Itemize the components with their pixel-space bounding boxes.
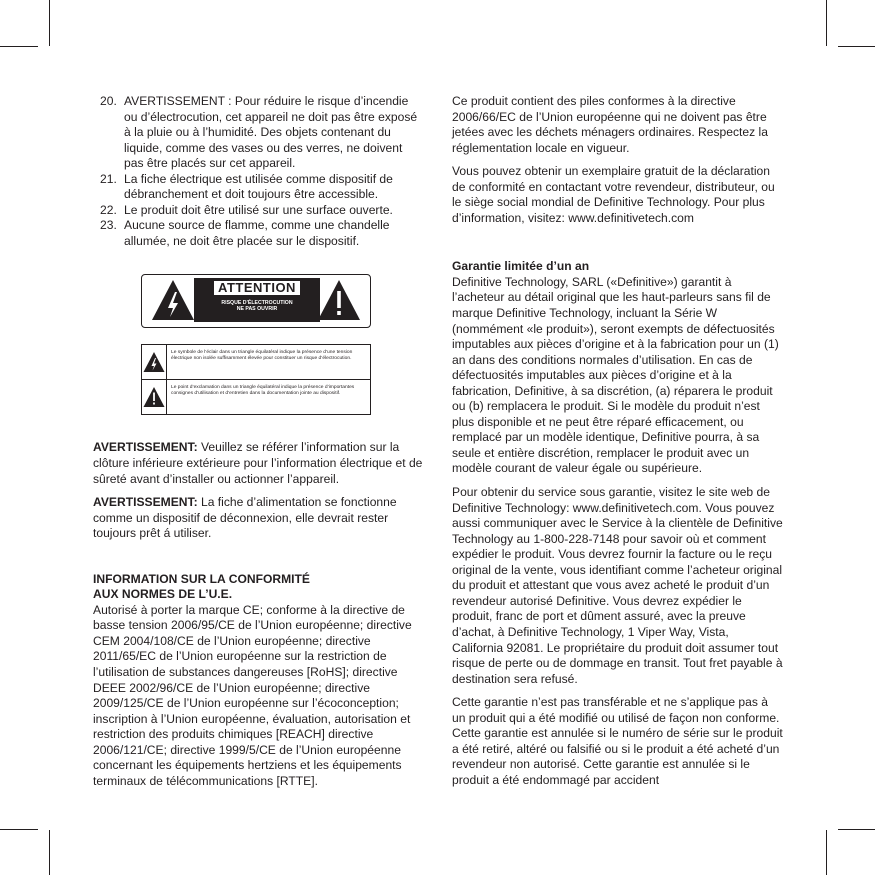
lightning-triangle-small-icon [142,351,166,373]
exclamation-description: Le point d’exclamation dans un triangle équilatéral indique la présence d’importantes consignes d’utilisation et d’entretien dans la documentation jointe au dispositif. [171,385,355,397]
battery-paragraph: Ce produit contient des piles conformes à la directive 2006/66/EC de l’Union européenne qui ne doivent pas être jetées avec les déchets ménagers ordinaires. Respectez la réglementation locale en vigueur. [452,94,768,155]
attention-sub-line2: NE PAS OUVRIR [236,306,278,313]
notice-paragraph-1: AVERTISSEMENT: Veuillez se référer l’information sur la clôture inférieure extérieure pour l’information électrique et de sûreté avant d’installer ou actionner l’appareil. [93,440,423,486]
service-paragraph: Pour obtenir du service sous garantie, visitez le site web de Definitive Technology: www.definitivetech.com. Vous pouvez aussi communiquer avec le Service à la clientèle de Definitive Technology au 1-800-228-7148 pour savoir où et comment expédier le produit. Vous devrez fournir la facture ou le reçu original de la vente, vous identifiant comme l’acheteur original du produit et attestant que vous avez acheté le produit d’un revendeur autorisé Definitive. Vous devrez expédier le produit, franc de port et dûment assuré, avec la preuve d’achat, à Definitive Technology, 1 Viper Way, Vista, California 92081. Le propriétaire du produit doit assumer tout risque de perte ou de dommage en transit. Tout fret payable à destination sera refusé. [452,485,783,686]
crop-mark-top-left-vertical [49,0,50,46]
lightning-description: Le symbole de l’éclair dans un triangle équilatéral indique la présence d’une tension électrique non isolée suffisamment élevée pour constituer un risque d’électrocution. [171,350,353,362]
exclamation-triangle-small-icon [142,386,166,408]
attention-sub-line1: RISQUE D’ÉLECTROCUTION [221,300,293,307]
left-column [93,94,423,789]
exclamation-triangle-icon [316,278,362,322]
warning-item-21: 21. La fiche électrique est utilisée comme dispositif de débranchement et doit toujours être accessible. [100,171,393,202]
warranty-paragraph: Definitive Technology, SARL («Definitive») garantit à l’acheteur au détail original que les haut-parleurs sans fil de marque Definitive Technology, incluant la Série W (nommément «le produit»), seront exempts de défectuosités imputables aux pièces d’origine et à la fabrication pour un (1) an dans des conditions normales d’utilisation. En cas de défectuosités imputables aux pièces d’origine et à la fabrication, Definitive, à sa discrétion, (a) réparera le produit ou (b) remplacera le produit. Si le modèle du produit n’est plus disponible et ne peut être réparé efficacement, ou remplacé par un modèle identique, Definitive pourra, à sa seule et entière discrétion, remplacer le produit avec un modèle courant de valeur égale ou supérieure. [452,274,779,476]
crop-mark-top-left-horizontal [0,46,38,47]
declaration-paragraph: Vous pouvez obtenir un exemplaire gratuit de la déclaration de conformité en contactant votre revendeur, distributeur, ou le siège social mondial de Definitive Technology. Pour plus d’information, visitez: www.definitivetech.com [452,164,775,225]
right-column [452,94,783,788]
conformity-heading-line1: INFORMATION SUR LA CONFORMITÉ [93,571,310,586]
lightning-triangle-icon [150,278,196,322]
attention-panel [141,274,371,328]
crop-mark-bottom-left-vertical [49,830,50,875]
legend-row-exclamation [142,379,370,414]
crop-mark-bottom-right-horizontal [838,829,875,830]
transfer-paragraph: Cette garantie n’est pas transférable et ne s’applique pas à un produit qui a été modifié ou utilisé de façon non conforme. Cette garantie est annulée si le numéro de série sur le produit a été retiré, altéré ou falsifié ou si le produit a été acheté d’un revendeur non autorisé. Cette garantie est annulée si le produit a été endommagé par accident [452,695,783,787]
safety-warning-list [93,94,423,249]
conformity-paragraph: Autorisé à porter la marque CE; conforme à la directive de basse tension 2006/95/CE de l’Union européenne; directive CEM 2004/108/CE de l’Union européenne; directive 2011/65/EC de l’Union européenne sur la restriction de l’utilisation de substances dangereuses [RoHS]; directive DEEE 2002/96/CE de l’Union européenne; directive 2009/125/CE de l’Union européenne sur l’écoconception; inscription à l’Union européenne, évaluation, autorisation et restriction des produits chimiques [REACH] directive 2006/121/CE; directive 1999/5/CE de l’Union européenne concernant les équipements hertziens et les équipements terminaux de télécommunications [RTTE]. [93,602,412,788]
warning-item-22: 22. Le produit doit être utilisé sur une surface ouverte. [100,202,393,217]
crop-mark-top-right-vertical [826,0,827,46]
symbol-legend [141,344,371,415]
warranty-heading: Garantie limitée d’un an [452,259,590,274]
crop-mark-bottom-right-vertical [826,830,827,875]
warning-item-23: 23. Aucune source de flamme, comme une chandelle allumée, ne doit être placée sur le dispositif. [100,218,390,248]
attention-word: ATTENTION [214,281,300,295]
notice-paragraph-2: AVERTISSEMENT: La fiche d’alimentation se fonctionne comme un dispositif de déconnexion, elle devrait rester toujours prêt á utiliser. [93,495,397,541]
shock-warning-label [141,274,371,415]
legend-row-lightning [142,345,370,379]
crop-mark-bottom-left-horizontal [0,829,38,830]
conformity-heading-line2: AUX NORMES DE L’U.E. [93,587,233,602]
warning-item-20: 20. AVERTISSEMENT : Pour réduire le risque d’incendie ou d’électrocution, cet appareil ne doit pas être exposé à la pluie ou à l’humidité. Des objets contenant du liquide, comme des vases ou des verres, ne doivent pas être placés sur cet appareil. [100,94,418,171]
crop-mark-top-right-horizontal [838,46,875,47]
attention-badge [194,278,320,322]
